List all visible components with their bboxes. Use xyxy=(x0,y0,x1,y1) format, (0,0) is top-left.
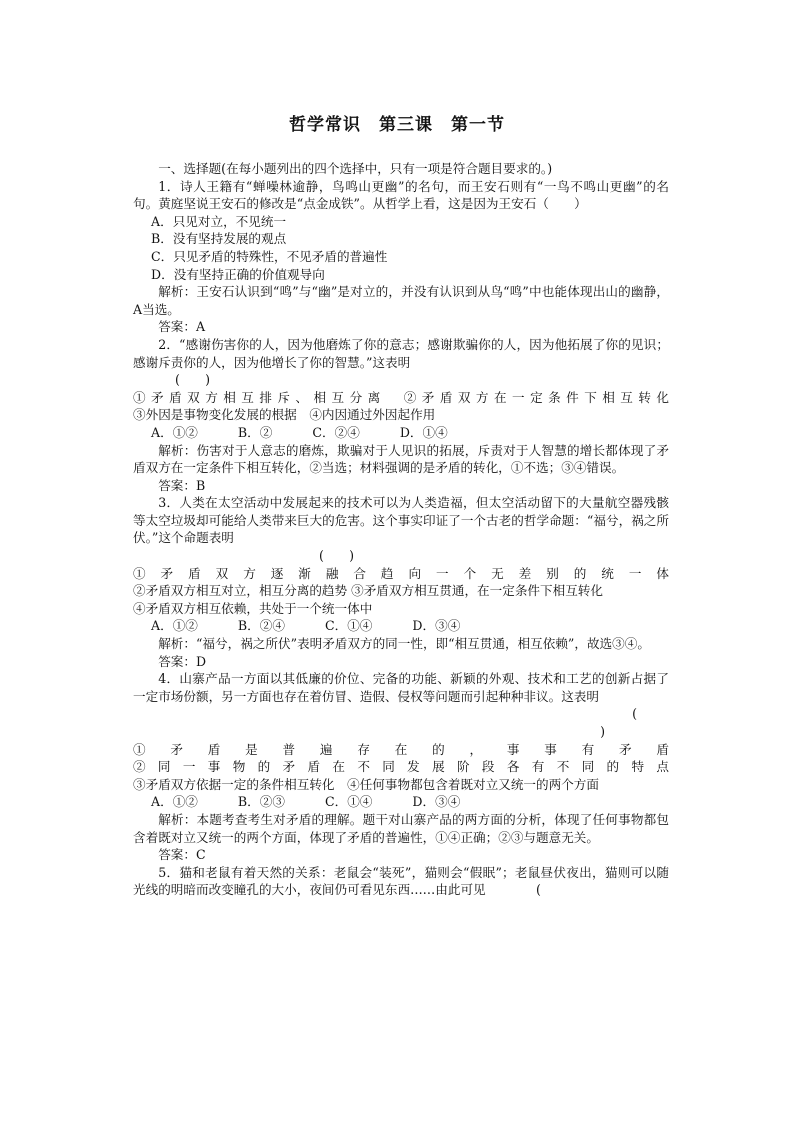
q4-answer-blank-open: ( xyxy=(632,706,637,722)
document-body xyxy=(133,160,669,899)
q4-stem: 4．山寨产品一方面以其低廉的价位、完备的功能、新颖的外观、技术和工艺的创新占据了一定市场份额，另一方面也存在着仿冒、造假、侵权等问题而引起种种非议。这表明 xyxy=(133,671,669,704)
q1-analysis: 解析：王安石认识到“鸣”与“幽”是对立的，并没有认识到从鸟“鸣”中也能体现出山的幽静，A当选。 xyxy=(133,284,669,317)
q3-statement-1: ①矛盾双方逐渐融合趋向一个无差别的统一体 xyxy=(133,565,669,581)
q2-answer-blank: ( ) xyxy=(175,372,211,388)
q1-option-a: A．只见对立，不见统一 xyxy=(151,213,287,229)
q1-stem: 1．诗人王籍有“蝉噪林逾静，鸟鸣山更幽”的名句，而王安石则有“一鸟不鸣山更幽”的名句。黄庭坚说王安石的修改是“点金成铁”。从哲学上看，这是因为王安石（ ） xyxy=(133,178,669,212)
q4-choices: A．①② B．②③ C．①④ D．③④ xyxy=(151,794,461,810)
q3-statement-3: ④矛盾双方相互依赖，共处于一个统一体中 xyxy=(133,600,373,616)
page-title: 哲学常识 第三课 第一节 xyxy=(289,115,505,135)
q2-stem: 2．“感谢伤害你的人，因为他磨炼了你的意志；感谢欺骗你的人，因为他拓展了你的见识；感谢斥责你的人，因为他增长了你的智慧。”这表明 xyxy=(133,336,669,370)
q2-statement-1: ①矛盾双方相互排斥、相互分离 ②矛盾双方在一定条件下相互转化 xyxy=(133,389,669,405)
q3-choices: A．①② B．②④ C．①④ D．③④ xyxy=(151,618,461,634)
q1-option-c: C．只见矛盾的特殊性，不见矛盾的普遍性 xyxy=(151,248,388,264)
q4-analysis: 解析：本题考查考生对矛盾的理解。题干对山寨产品的两方面的分析，体现了任何事物都包含着既对立又统一的两个方面，体现了矛盾的普遍性，①④正确；②③与题意无关。 xyxy=(133,811,669,845)
q1-answer: 答案：A xyxy=(158,319,206,335)
q2-analysis: 解析：伤害对于人意志的磨炼，欺骗对于人见识的拓展，斥责对于人智慧的增长都体现了矛盾双方在一定条件下相互转化，②当选；材料强调的是矛盾的转化，①不选；③④错误。 xyxy=(133,442,669,476)
q3-analysis: 解析：“福兮，祸之所伏”表明矛盾双方的同一性，即“相互贯通，相互依赖”，故选③④。 xyxy=(158,636,650,652)
q3-stem: 3．人类在太空活动中发展起来的技术可以为人类造福，但太空活动留下的大量航空器残骸等太空垃圾却可能给人类带来巨大的危害。这个事实印证了一个古老的哲学命题：“福兮，祸之所伏。”这个命题表明 xyxy=(133,495,669,546)
q1-option-d: D．没有坚持正确的价值观导向 xyxy=(151,266,325,282)
q3-answer: 答案：D xyxy=(158,653,207,669)
q2-choices: A．①② B．② C．②④ D．①④ xyxy=(151,424,448,440)
q4-statement-1: ①矛盾是普遍存在的，事事有矛盾 xyxy=(133,741,669,757)
q4-statement-3: ③矛盾双方依据一定的条件相互转化 ④任何事物都包含着既对立又统一的两个方面 xyxy=(133,776,599,792)
section-intro: 一、选择题(在每小题列出的四个选择中，只有一项是符合题目要求的。) xyxy=(158,161,553,176)
q2-statement-2: ③外因是事物变化发展的根据 ④内因通过外因起作用 xyxy=(133,407,436,423)
q4-answer: 答案：C xyxy=(158,847,206,863)
q4-answer-blank-close: ) xyxy=(600,724,605,739)
q4-statement-2: ②同一事物的矛盾在不同发展阶段各有不同的特点 xyxy=(133,759,669,775)
q1-option-b: B．没有坚持发展的观点 xyxy=(151,231,287,247)
q3-statement-2: ②矛盾双方相互对立，相互分离的趋势 ③矛盾双方相互贯通，在一定条件下相互转化 xyxy=(133,583,603,599)
q5-stem: 5．猫和老鼠有着天然的关系：老鼠会“装死”，猫则会“假眠”；老鼠昼伏夜出，猫则可以随光线的明暗而改变瞳孔的大小，夜间仍可看见东西……由此可见 ( xyxy=(133,864,669,898)
q3-answer-blank: ( ) xyxy=(319,548,355,564)
q2-answer: 答案：B xyxy=(158,477,206,493)
